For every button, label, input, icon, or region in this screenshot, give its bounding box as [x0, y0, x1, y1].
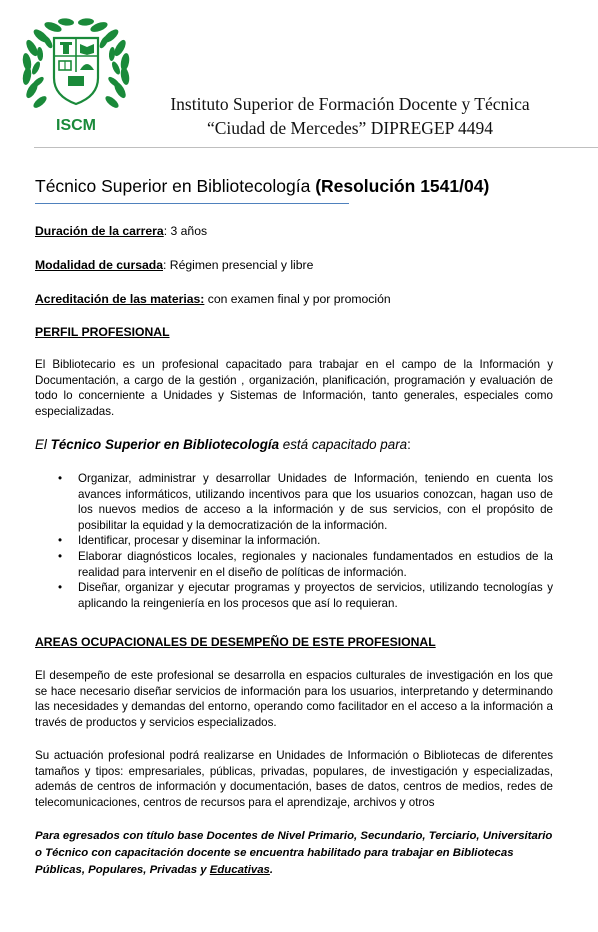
- logo-text: ISCM: [56, 117, 96, 134]
- institution-logo: [14, 12, 138, 136]
- bullet-icon: •: [58, 581, 63, 595]
- areas-paragraph-1: El desempeño de este profesional se desarrolla en espacios culturales de investigación en los que se hace necesario diseñar servicios de información para los usuarios, interpretando y determinando las necesidades y demandas del entorno, operando como facilitador en el acceso a la información a través de productos y servicios especializados.: [35, 669, 553, 729]
- areas-heading-text: AREAS OCUPACIONALES DE DESEMPEÑO DE ESTE PROFESIONAL: [35, 635, 436, 649]
- list-item: [58, 533, 553, 549]
- closing-underlined: Educativas: [209, 864, 270, 876]
- list-item: [58, 580, 553, 611]
- resolution-number: (Resolución 1541/04): [315, 176, 490, 196]
- accreditation-value: con examen final y por promoción: [204, 292, 391, 306]
- list-item-text: Organizar, administrar y desarrollar Unidades de Información, teniendo en cuenta los avances informáticos, utilizando incentivos para que los usuarios conozcan, hagan uso de los nuevos medios de acceso a la información y de sus servicios, con el propósito de posibilitar la equidad y la democratización de la información.: [78, 472, 553, 532]
- list-item-text: Elaborar diagnósticos locales, regionales y nacionales fundamentados en estudios de la realidad para intervenir en el diseño de políticas de información.: [78, 549, 553, 579]
- capacitado-pre: El: [35, 437, 51, 452]
- perfil-heading-text: PERFIL PROFESIONAL: [35, 325, 170, 339]
- duration-line: [35, 224, 207, 238]
- perfil-heading: [35, 325, 170, 339]
- accreditation-line: [35, 292, 391, 306]
- modality-value: : Régimen presencial y libre: [163, 258, 314, 272]
- closing-period: .: [269, 864, 274, 876]
- duration-value: : 3 años: [163, 224, 208, 238]
- institution-line-2: “Ciudad de Mercedes” DIPREGEP 4494: [206, 118, 494, 138]
- title-underline: [35, 203, 349, 204]
- areas-heading: [35, 635, 436, 649]
- bullet-icon: •: [58, 472, 63, 485]
- bullet-icon: •: [58, 549, 63, 563]
- capacitado-colon: :: [407, 437, 411, 452]
- areas-paragraph-2: Su actuación profesional podrá realizarse en Unidades de Información o Bibliotecas de diferentes tamaños y tipos: empresariales, públicas, privadas, populares, de investigación y especializadas, además de centros de información y documentación, bases de datos, centros de medios, redes de telecomunicaciones, centros de recursos para el aprendizaje, archivos y otros: [35, 749, 553, 809]
- list-item: [58, 471, 553, 533]
- institution-header: [140, 92, 560, 140]
- list-item: [58, 549, 553, 580]
- list-item-text: Diseñar, organizar y ejecutar programas y proyectos de servicios, utilizando tecnologías y aplicando la reingeniería en los procesos que así lo requieran.: [78, 581, 553, 610]
- bullet-icon: •: [58, 534, 63, 548]
- header-divider: [34, 147, 598, 148]
- perfil-body: El Bibliotecario es un profesional capacitado para trabajar en el campo de la Información y Documentación, a cargo de la gestión , organización, planificación, programación y evaluación de todo lo concerniente a Unidades y Sistemas de Información, tanto generales, especiales como especializadas.: [35, 358, 553, 418]
- career-name: Técnico Superior en Bibliotecología: [35, 176, 311, 196]
- modality-line: [35, 258, 313, 272]
- list-item-text: Identificar, procesar y diseminar la información.: [78, 534, 321, 548]
- closing-statement: [35, 828, 553, 879]
- capacitado-bold: Técnico Superior en Bibliotecología: [50, 437, 280, 452]
- capabilities-list: [58, 471, 553, 611]
- modality-label: Modalidad de cursada: [35, 258, 163, 272]
- closing-text: Para egresados con título base Docentes de Nivel Primario, Secundario, Terciario, Universitario o Técnico con capacitación docente se encuentra habilitado para trabajar en Bibliotecas Públicas, Populares, Privadas y: [35, 830, 553, 876]
- accreditation-label: Acreditación de las materias:: [35, 292, 205, 306]
- document-title: [35, 176, 489, 197]
- capacitado-intro: [35, 437, 411, 452]
- institution-line-1: Instituto Superior de Formación Docente y Técnica: [170, 94, 530, 114]
- duration-label: Duración de la carrera: [35, 224, 164, 238]
- capacitado-post: está capacitado para: [279, 437, 408, 452]
